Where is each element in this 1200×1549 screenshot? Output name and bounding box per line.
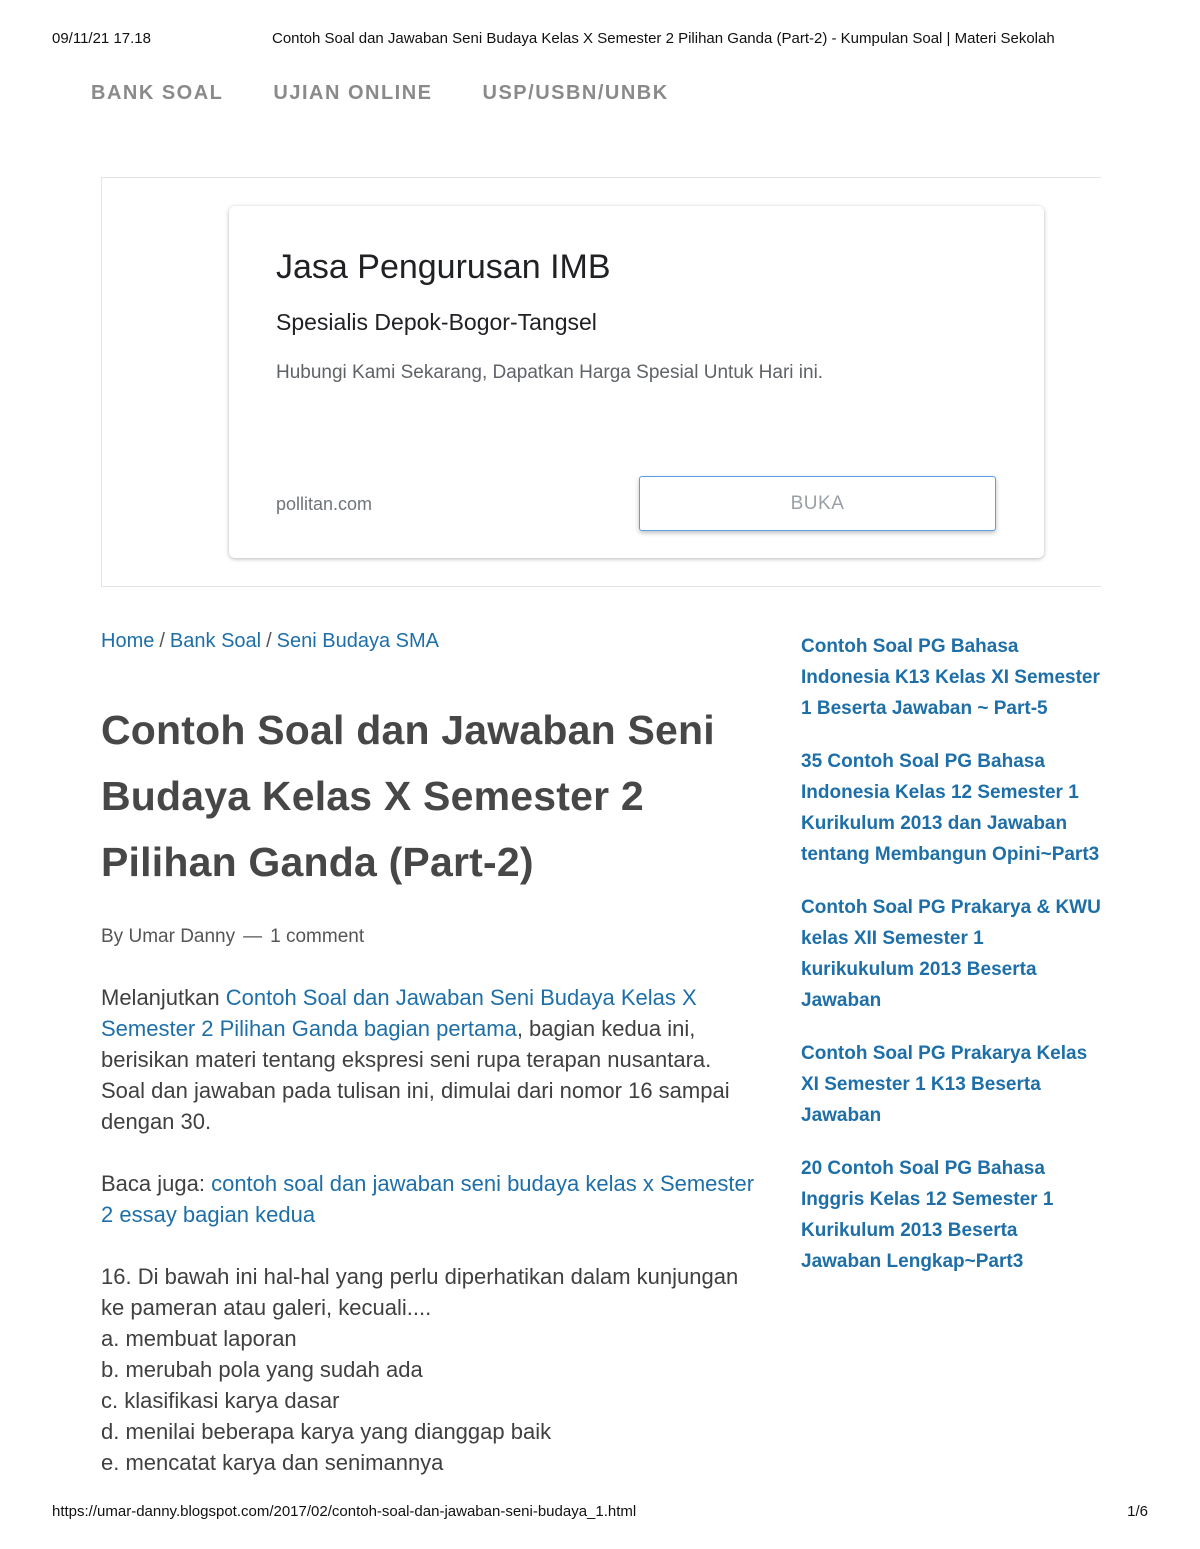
intro-suffix: , bagian kedua ini, berisikan materi tentang ekspresi seni rupa terapan nusantara. Soal dan jawaban pada tulisan ini, dimulai dari nomor 16 sampai dengan 30.	[101, 1016, 730, 1134]
intro-paragraph	[101, 982, 761, 1137]
option-a: a. membuat laporan	[101, 1326, 297, 1351]
breadcrumb-separator: /	[159, 630, 165, 652]
post-title: Contoh Soal dan Jawaban Seni Budaya Kelas X Semester 2 Pilihan Ganda (Part-2)	[101, 707, 715, 885]
ad-open-button[interactable]: BUKA	[639, 476, 996, 531]
print-timestamp: 09/11/21 17.18	[52, 30, 151, 47]
print-header	[52, 30, 1148, 50]
question-block	[101, 1261, 761, 1478]
author-name[interactable]: Umar Danny	[128, 926, 236, 947]
ad-title[interactable]: Jasa Pengurusan IMB	[276, 248, 611, 286]
breadcrumb-home[interactable]: Home	[101, 630, 155, 652]
option-e: e. mencatat karya dan senimannya	[101, 1450, 444, 1475]
breadcrumb-bank-soal[interactable]: Bank Soal	[169, 630, 262, 652]
sidebar-link[interactable]: Contoh Soal PG Prakarya Kelas XI Semester 1 K13 Beserta Jawaban	[801, 1043, 1088, 1126]
ad-description: Hubungi Kami Sekarang, Dapatkan Harga Spesial Untuk Hari ini.	[276, 362, 824, 383]
nav-item-usp-usbn-unbk[interactable]: USP/USBN/UNBK	[482, 82, 669, 104]
ad-subtitle: Spesialis Depok-Bogor-Tangsel	[276, 309, 597, 335]
print-url: https://umar-danny.blogspot.com/2017/02/contoh-soal-dan-jawaban-seni-budaya_1.html	[52, 1503, 637, 1520]
comments-link[interactable]: 1 comment	[270, 926, 365, 947]
sidebar-link[interactable]: 20 Contoh Soal PG Bahasa Inggris Kelas 12 Semester 1 Kurikulum 2013 Beserta Jawaban Lengkap~Part3	[801, 1158, 1054, 1272]
nav-item-bank-soal[interactable]: BANK SOAL	[91, 82, 224, 104]
breadcrumb	[101, 630, 761, 664]
breadcrumb-seni-budaya-sma[interactable]: Seni Budaya SMA	[276, 630, 439, 652]
print-footer	[52, 1503, 1148, 1523]
option-c: c. klasifikasi karya dasar	[101, 1388, 340, 1413]
sidebar-link[interactable]: Contoh Soal PG Bahasa Indonesia K13 Kelas XI Semester 1 Beserta Jawaban ~ Part-5	[801, 636, 1100, 719]
nav-item-ujian-online[interactable]: UJIAN ONLINE	[273, 82, 433, 104]
print-page-number: 1/6	[1127, 1503, 1148, 1520]
main-content	[101, 630, 761, 1478]
print-document-title: Contoh Soal dan Jawaban Seni Budaya Kelas X Semester 2 Pilihan Ganda (Part-2) - Kumpulan Soal | Materi Sekolah	[272, 30, 1055, 47]
ad-card[interactable]	[229, 206, 1044, 558]
read-also-link[interactable]: contoh soal dan jawaban seni budaya kelas x Semester 2 essay bagian kedua	[101, 1171, 755, 1227]
sidebar-related-posts	[801, 631, 1101, 1299]
read-also-prefix: Baca juga:	[101, 1171, 212, 1196]
read-also-paragraph	[101, 1168, 761, 1230]
intro-link[interactable]: Contoh Soal dan Jawaban Seni Budaya Kelas X Semester 2 Pilihan Ganda bagian pertama	[101, 985, 697, 1041]
top-navigation	[91, 82, 719, 105]
sidebar-link[interactable]: Contoh Soal PG Prakarya & KWU kelas XII Semester 1 kurikukulum 2013 Beserta Jawaban	[801, 897, 1101, 1011]
option-b: b. merubah pola yang sudah ada	[101, 1357, 423, 1382]
post-byline	[101, 926, 761, 948]
option-d: d. menilai beberapa karya yang dianggap baik	[101, 1419, 552, 1444]
question-text: 16. Di bawah ini hal-hal yang perlu diperhatikan dalam kunjungan ke pameran atau galeri, kecuali....	[101, 1264, 739, 1320]
post-body	[101, 982, 761, 1478]
byline-prefix: By	[101, 926, 124, 947]
ad-domain[interactable]: pollitan.com	[276, 494, 373, 514]
sidebar-link[interactable]: 35 Contoh Soal PG Bahasa Indonesia Kelas 12 Semester 1 Kurikulum 2013 dan Jawaban tentang Membangun Opini~Part3	[801, 751, 1100, 865]
breadcrumb-separator: /	[266, 630, 272, 652]
byline-dash: —	[243, 926, 263, 947]
intro-prefix: Melanjutkan	[101, 985, 226, 1010]
